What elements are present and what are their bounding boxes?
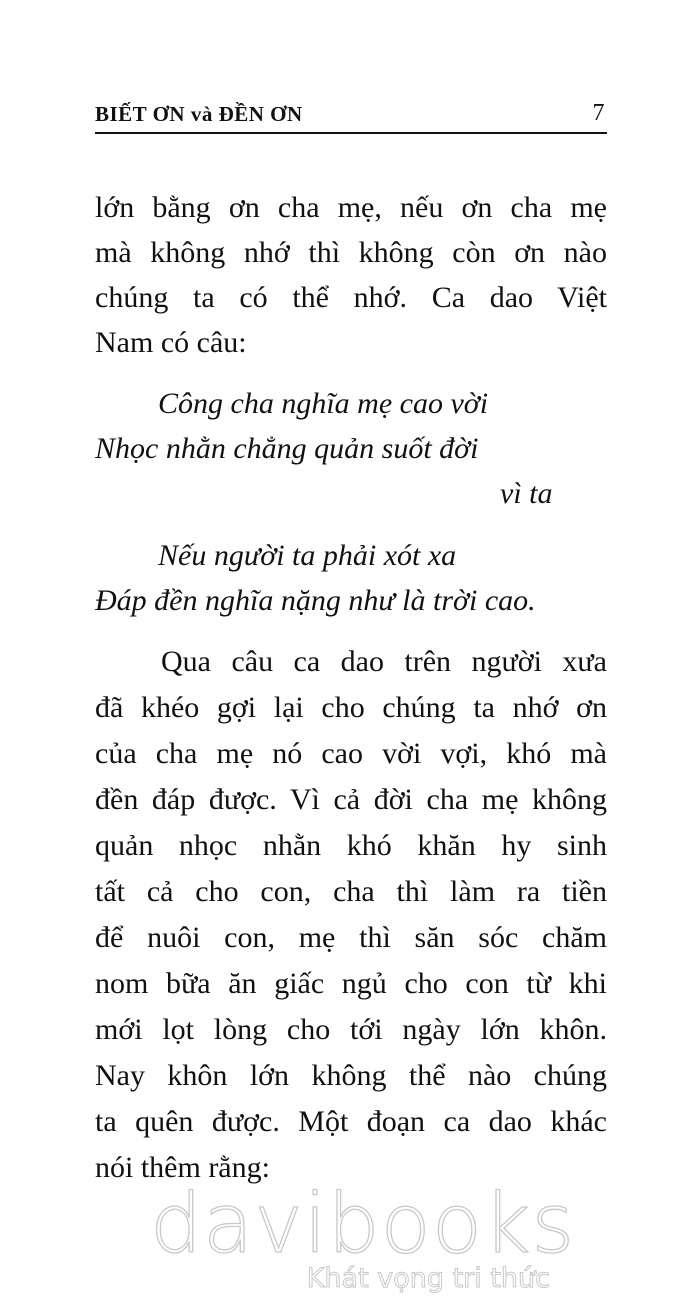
text-line: nom bữa ăn giấc ngủ cho con từ khi: [95, 967, 607, 1000]
text-line: chúng ta có thể nhớ. Ca dao Việt: [95, 281, 607, 314]
page-number: 7: [592, 100, 605, 126]
text-line: quản nhọc nhằn khó khăn hy sinh: [95, 829, 607, 862]
text-line: Nam có câu:: [95, 326, 247, 359]
verse-line: Công cha nghĩa mẹ cao vời: [158, 387, 489, 420]
text-line: tất cả cho con, cha thì làm ra tiền: [95, 875, 607, 908]
text-line: Qua câu ca dao trên người xưa: [161, 645, 607, 678]
verse-line: Nếu người ta phải xót xa: [158, 539, 457, 572]
text-line: nói thêm rằng:: [95, 1151, 270, 1184]
watermark-brand: davibooks: [150, 1177, 576, 1272]
text-line: của cha mẹ nó cao vời vợi, khó mà: [95, 737, 607, 770]
chapter-title: BIẾT ƠN và ĐỀN ƠN: [95, 102, 303, 126]
text-line: mà không nhớ thì không còn ơn nào: [95, 236, 607, 269]
verse-line: Nhọc nhằn chẳng quản suốt đời: [95, 432, 479, 465]
running-header: [95, 100, 607, 134]
text-line: đền đáp được. Vì cả đời cha mẹ không: [95, 783, 607, 816]
text-line: Nay khôn lớn không thể nào chúng: [95, 1059, 607, 1092]
verse-line: Đáp đền nghĩa nặng như là trời cao.: [95, 584, 536, 617]
verse-line: vì ta: [500, 477, 553, 510]
text-line: ta quên được. Một đoạn ca dao khác: [95, 1105, 607, 1138]
watermark-tagline: Khát vọng tri thức: [306, 1263, 550, 1294]
text-line: để nuôi con, mẹ thì săn sóc chăm: [95, 921, 607, 954]
text-line: lớn bằng ơn cha mẹ, nếu ơn cha mẹ: [95, 191, 607, 224]
text-line: mới lọt lòng cho tới ngày lớn khôn.: [95, 1013, 607, 1046]
text-line: đã khéo gợi lại cho chúng ta nhớ ơn: [95, 691, 607, 724]
